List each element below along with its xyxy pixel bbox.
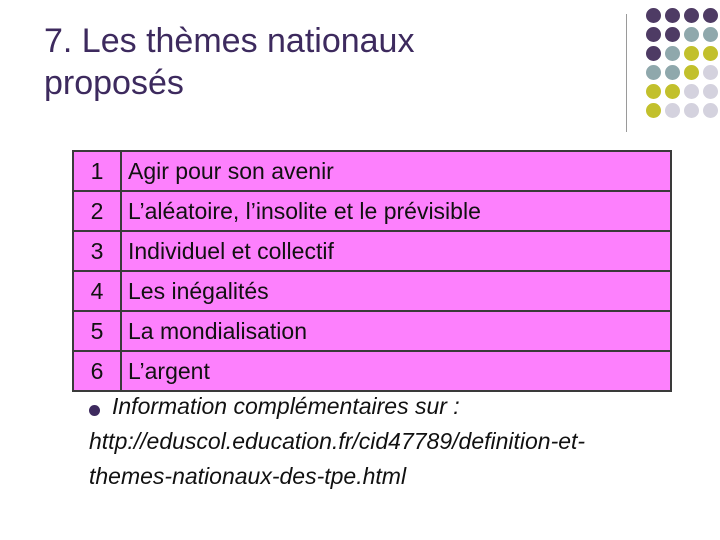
theme-label: Individuel et collectif (121, 231, 671, 271)
decorative-divider (626, 14, 627, 132)
dot-icon (646, 27, 661, 42)
slide-title-line-2: proposés (44, 64, 184, 102)
bullet-icon (89, 405, 100, 416)
dot-icon (646, 65, 661, 80)
dot-icon (646, 46, 661, 61)
table-row (73, 231, 671, 271)
decorative-dot-grid (638, 8, 720, 124)
dot-icon (646, 8, 661, 23)
dot-icon (665, 46, 680, 61)
dot-icon (703, 46, 718, 61)
dot-icon (665, 8, 680, 23)
dot-icon (703, 27, 718, 42)
dot-icon (684, 8, 699, 23)
dot-icon (703, 65, 718, 80)
theme-label: L’argent (121, 351, 671, 391)
theme-label: Les inégalités (121, 271, 671, 311)
dot-icon (684, 46, 699, 61)
theme-number: 6 (73, 351, 121, 391)
slide-title (44, 20, 414, 104)
slide-title-line-1: 7. Les thèmes nationaux (44, 22, 415, 60)
dot-icon (665, 84, 680, 99)
info-link-line-1[interactable]: http://eduscol.education.fr/cid47789/definition-et- (89, 428, 586, 454)
table-row (73, 151, 671, 191)
theme-label: L’aléatoire, l’insolite et le prévisible (121, 191, 671, 231)
dot-icon (646, 103, 661, 118)
dot-icon (684, 27, 699, 42)
theme-number: 3 (73, 231, 121, 271)
dot-icon (684, 65, 699, 80)
theme-number: 5 (73, 311, 121, 351)
dot-icon (703, 8, 718, 23)
dot-icon (665, 65, 680, 80)
dot-icon (665, 27, 680, 42)
dot-icon (684, 103, 699, 118)
table-row (73, 271, 671, 311)
info-link-line-2[interactable]: themes-nationaux-des-tpe.html (89, 463, 407, 489)
theme-number: 2 (73, 191, 121, 231)
theme-number: 4 (73, 271, 121, 311)
info-text: Information complémentaires sur : (112, 393, 460, 419)
dot-icon (665, 103, 680, 118)
table-row (73, 191, 671, 231)
dot-icon (646, 84, 661, 99)
theme-label: La mondialisation (121, 311, 671, 351)
theme-label: Agir pour son avenir (121, 151, 671, 191)
themes-table (72, 150, 672, 392)
dot-icon (703, 84, 718, 99)
theme-number: 1 (73, 151, 121, 191)
dot-icon (684, 84, 699, 99)
table-row (73, 351, 671, 391)
table-row (73, 311, 671, 351)
dot-icon (703, 103, 718, 118)
